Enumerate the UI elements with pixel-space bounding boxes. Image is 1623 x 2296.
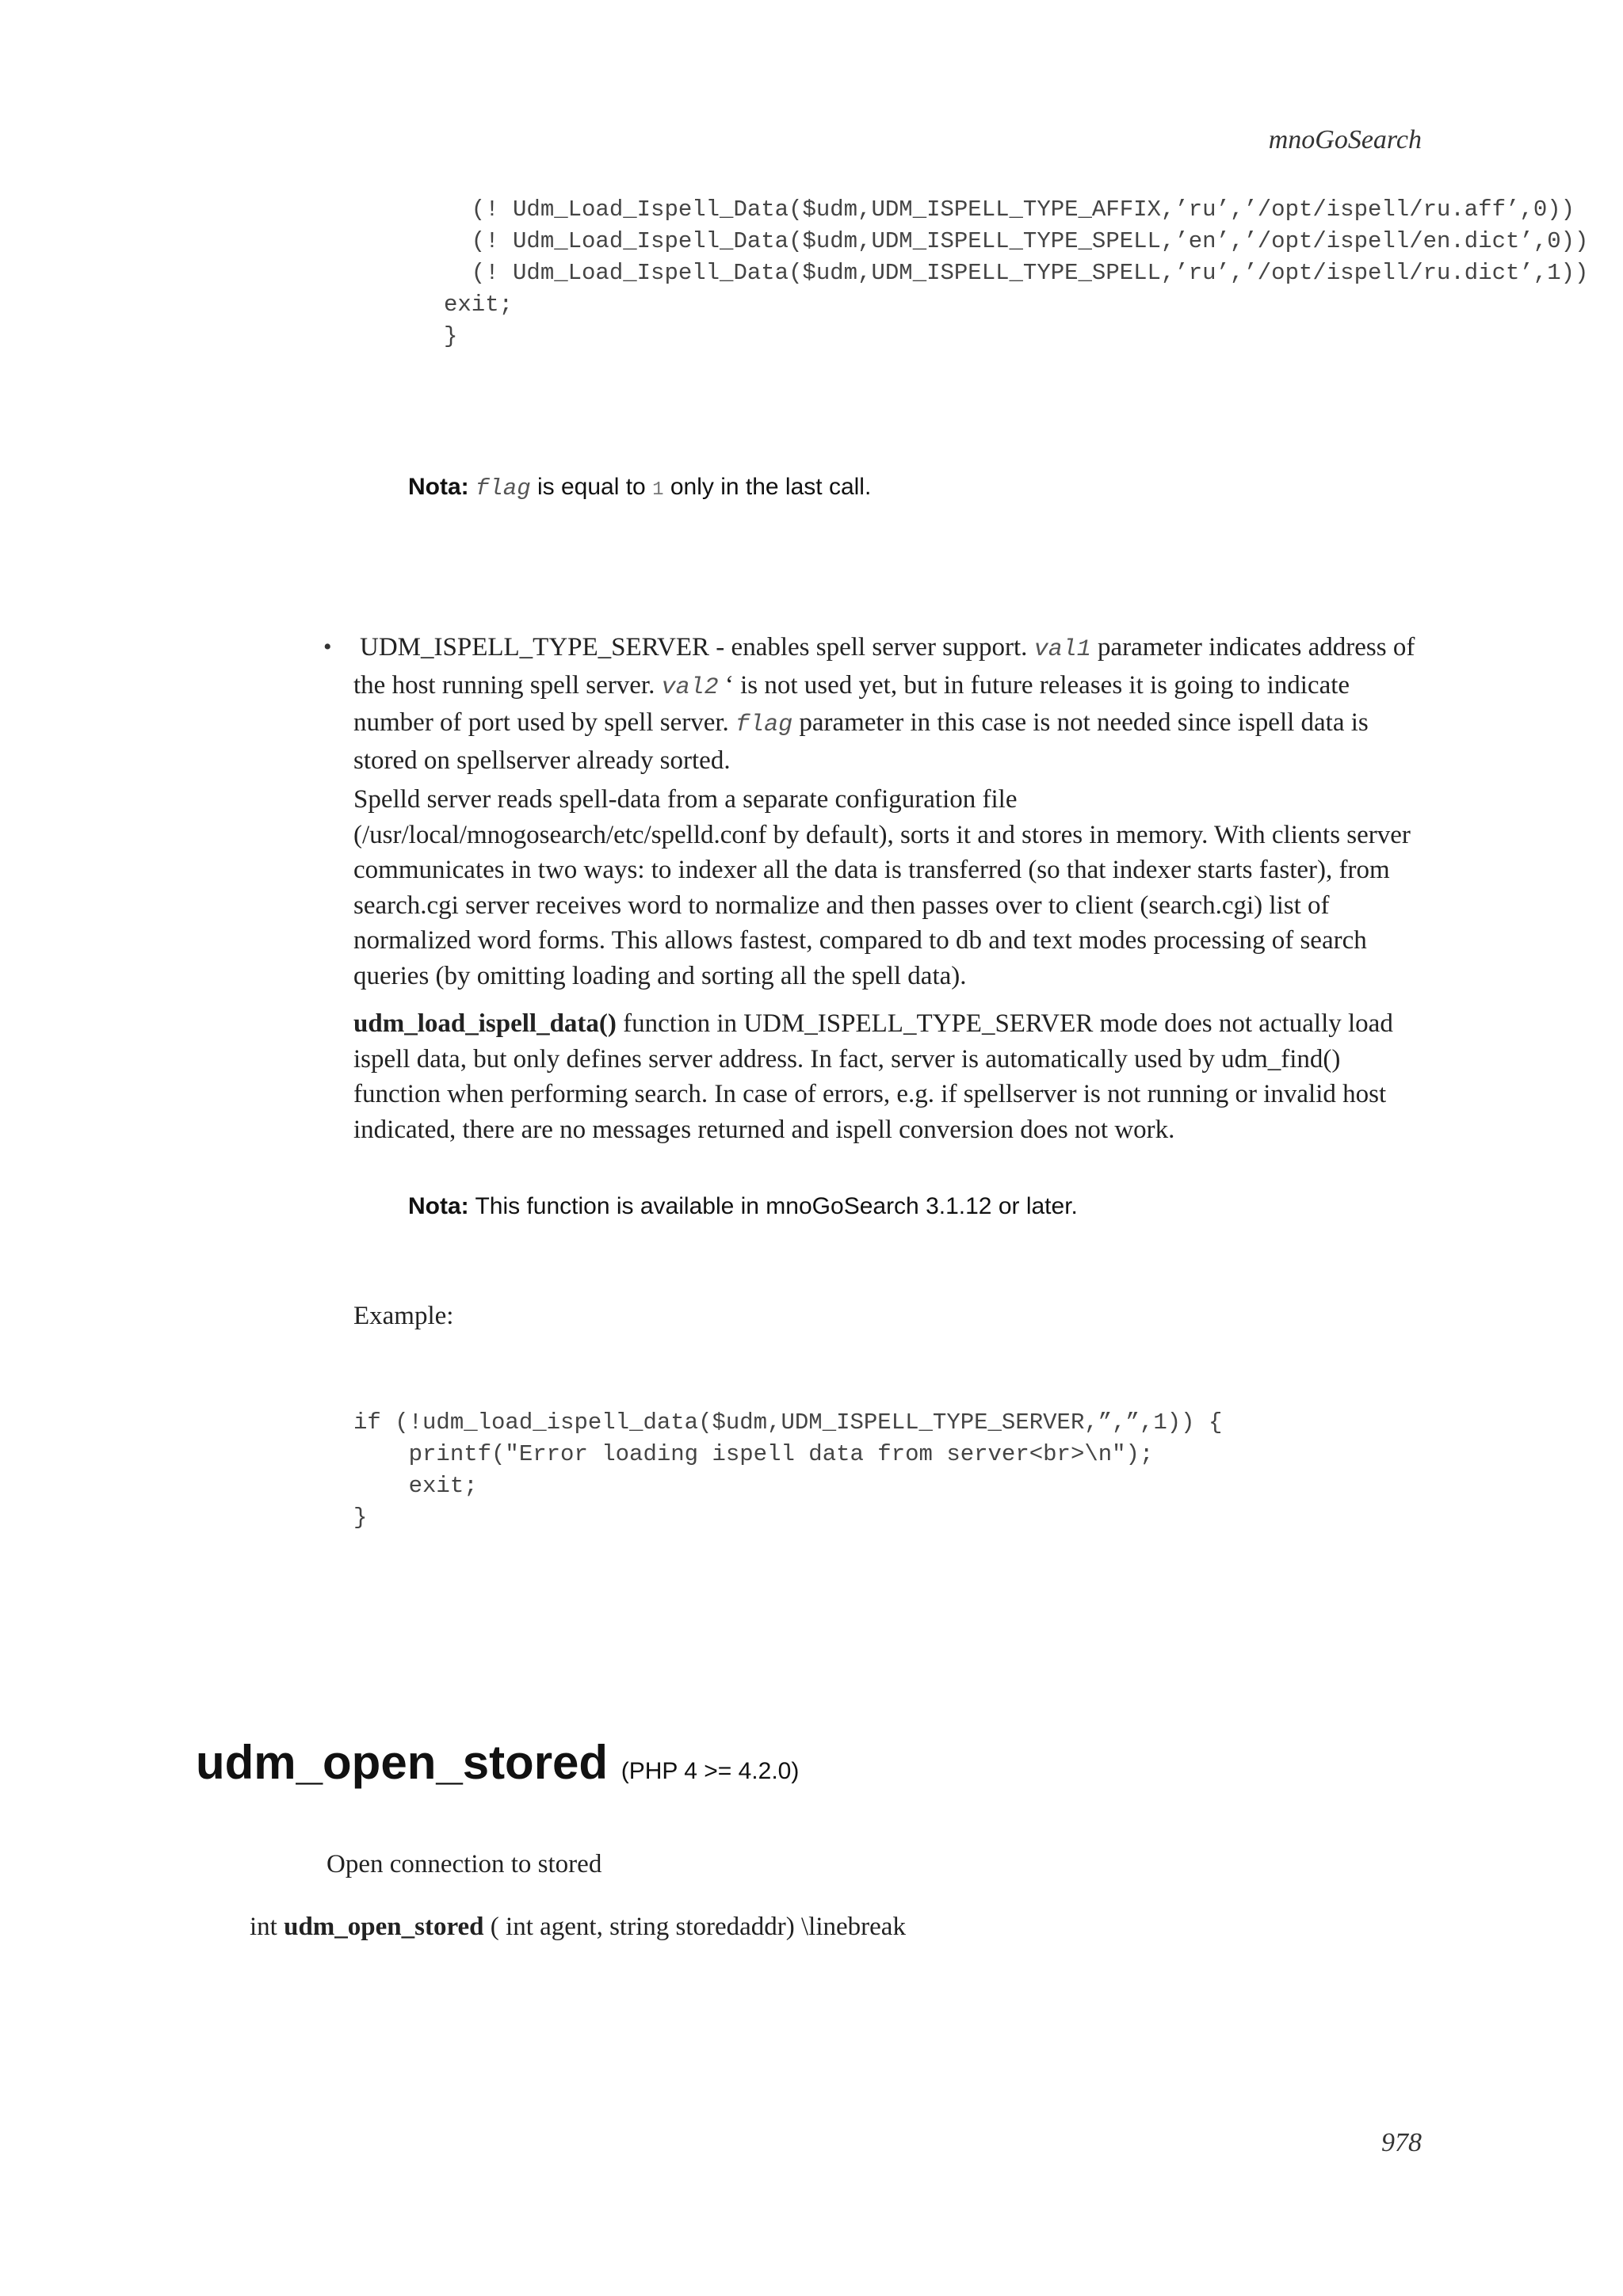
note-availability: [408, 1193, 1078, 1220]
bullet-marker: •: [323, 634, 332, 660]
note-text: This function is available in mnoGoSearch 3.1.12 or later.: [475, 1193, 1078, 1219]
code-block-load-ispell: [444, 194, 1623, 353]
running-header: mnoGoSearch: [1268, 125, 1422, 154]
code-line: (! Udm_Load_Ispell_Data($udm,UDM_ISPELL_TYPE_SPELL,’ru’,’/opt/ispell/ru.dict’,1)): [444, 260, 1589, 286]
function-heading: [196, 1735, 799, 1790]
paragraph-server-mode: [353, 1006, 1431, 1147]
text-run: function in UDM_ISPELL_TYPE_SERVER mode does not actually load ispell data, but only defines server address. In fact, server is automatically used by udm_find() function when performing search. In case of errors, e.g. if spellserver is not running or invalid host indicated, there are no messages returned and ispell conversion does not work.: [353, 1009, 1393, 1144]
return-type: int: [250, 1913, 277, 1941]
version-badge: (PHP 4 >= 4.2.0): [621, 1758, 800, 1784]
function-purpose: Open connection to stored: [327, 1850, 602, 1878]
code-line: exit;: [353, 1473, 478, 1499]
text-run: parameter indicates address of the host running spell server.: [353, 633, 1415, 700]
param-val2: val2: [661, 673, 719, 701]
note-label: Nota:: [408, 1193, 469, 1219]
paragraph-spelld: Spelld server reads spell-data from a separate configuration file (/usr/local/mnogosearch/etc/spelld.conf by default), sorts it and stores in memory. With clients server communicates in two ways: to indexer all the data is transferred (so that indexer starts faster), from search.cgi server receives word to normalize and then passes over to client (search.cgi) list of normalized word forms. This allows fastest, compared to db and text modes processing of search queries (by omitting loading and sorting all the spell data).: [353, 785, 1411, 990]
function-name: udm_load_ispell_data(): [353, 1009, 617, 1038]
function-title: udm_open_stored: [196, 1736, 609, 1789]
synopsis-args: ( int agent, string storedaddr) \linebreak: [490, 1913, 906, 1941]
param-flag: flag: [475, 475, 531, 502]
paragraph-server-type: [353, 630, 1431, 778]
code-line: printf("Error loading ispell data from server<br>\n");: [353, 1441, 1154, 1467]
note-label: Nota:: [408, 474, 469, 500]
code-block-example: [353, 1407, 1222, 1534]
text-run: UDM_ISPELL_TYPE_SERVER - enables spell server support.: [360, 633, 1028, 662]
function-synopsis: [250, 1913, 906, 1942]
code-line: if (!udm_load_ispell_data($udm,UDM_ISPELL_TYPE_SERVER,”,”,1)) {: [353, 1409, 1223, 1436]
synopsis-function-name: udm_open_stored: [284, 1913, 484, 1941]
note-text: is equal to: [537, 474, 646, 500]
code-line: (! Udm_Load_Ispell_Data($udm,UDM_ISPELL_TYPE_SPELL,’en’,’/opt/ispell/en.dict’,0)): [444, 228, 1589, 254]
param-flag: flag: [735, 711, 793, 738]
text-run: ‘ is not used yet, but in future releases it is going to indicate number of port used by spell server.: [353, 670, 1350, 737]
code-line: (! Udm_Load_Ispell_Data($udm,UDM_ISPELL_TYPE_AFFIX,’ru’,’/opt/ispell/ru.aff’,0)): [444, 196, 1575, 223]
code-line: }: [444, 323, 458, 349]
example-label: Example:: [353, 1302, 454, 1330]
note-flag: [408, 474, 871, 502]
code-line: }: [353, 1505, 368, 1531]
text-run: parameter in this case is not needed since ispell data is stored on spellserver already sorted.: [353, 708, 1369, 775]
code-line: exit;: [444, 292, 514, 318]
param-value: 1: [652, 479, 664, 501]
param-val1: val1: [1033, 636, 1091, 663]
note-text: only in the last call.: [670, 474, 872, 500]
page-number: 978: [1381, 2128, 1422, 2157]
